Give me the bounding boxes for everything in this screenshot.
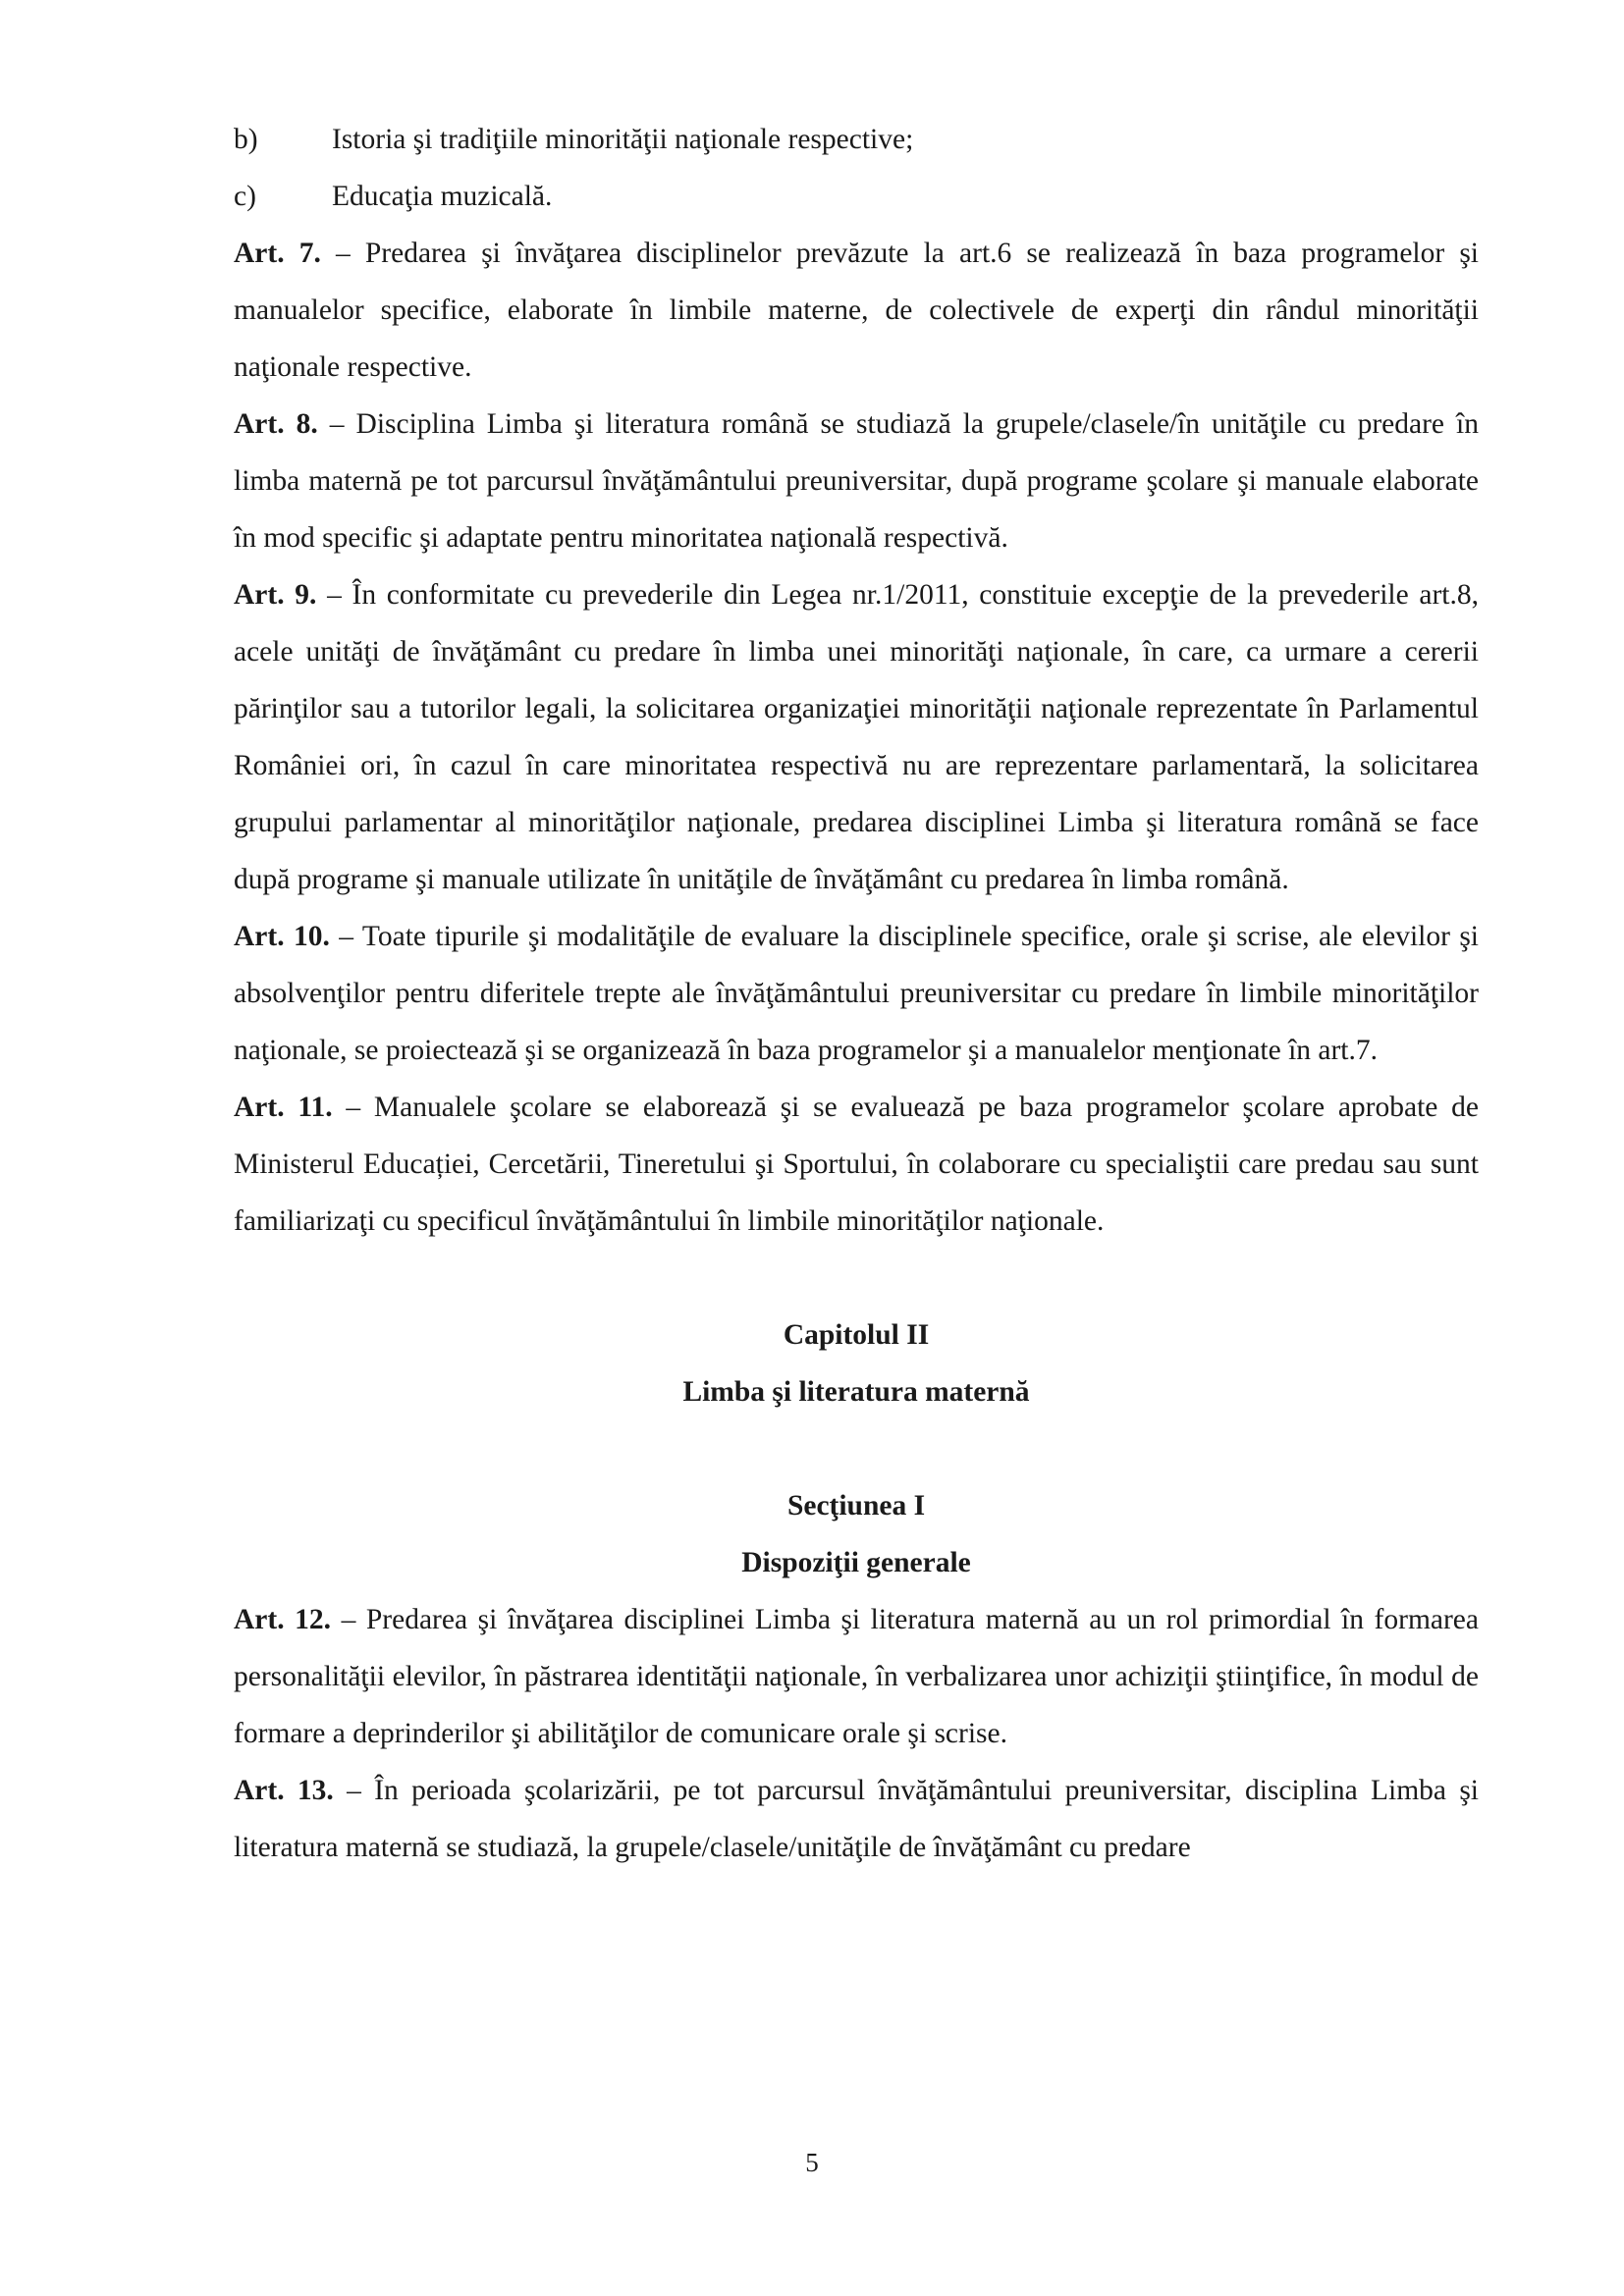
article-label: Art. 13. bbox=[234, 1775, 334, 1806]
article-text: – Disciplina Limba şi literatura română se studiază la grupele/clasele/în unităţile cu predare în limba maternă pe tot parcursul învăţământului preuniversitar, după programe şcolare şi manuale elaborate în mod specific şi adaptate pentru minoritatea naţională respectivă. bbox=[234, 408, 1479, 554]
article-label: Art. 7. bbox=[234, 238, 321, 269]
article-label: Art. 10. bbox=[234, 921, 330, 952]
article-text: – Manualele şcolare se elaborează şi se evaluează pe baza programelor şcolare aprobate de Ministerul Educației, Cercetării, Tineretului şi Sportului, în colaborare cu specialiştii care predau sau sunt familiarizaţi cu specificul învăţământului în limbile minorităţilor naţionale. bbox=[234, 1092, 1479, 1237]
article-label: Art. 11. bbox=[234, 1092, 333, 1123]
article-label: Art. 12. bbox=[234, 1604, 332, 1635]
page-number: 5 bbox=[805, 2148, 819, 2177]
spacer bbox=[234, 1250, 1479, 1307]
article-label: Art. 8. bbox=[234, 408, 318, 440]
list-marker: c) bbox=[234, 181, 256, 212]
list-item-text: Istoria şi tradiţiile minorităţii naţionale respective; bbox=[332, 124, 914, 155]
article-text: – Toate tipurile şi modalităţile de evaluare la disciplinele specifice, orale şi scrise, ale elevilor şi absolvenţilor pentru diferitele trepte ale învăţământului preuniversitar cu predare în limbile minorităţilor naţionale, se proiectează şi se organizează în baza programelor şi a manualelor menţionate în art.7. bbox=[234, 921, 1479, 1066]
list-item-text: Educaţia muzicală. bbox=[332, 181, 553, 212]
spacer bbox=[234, 1420, 1479, 1477]
list-marker: b) bbox=[234, 124, 258, 155]
article-text: – În perioada şcolarizării, pe tot parcursul învăţământului preuniversitar, disciplina Limba şi literatura maternă se studiază, la grupele/clasele/unităţile de învăţământ cu predare bbox=[234, 1775, 1479, 1863]
chapter-subtitle: Limba şi literatura maternă bbox=[682, 1376, 1030, 1408]
article-7 bbox=[234, 225, 1479, 396]
article-8 bbox=[234, 396, 1479, 566]
article-label: Art. 9. bbox=[234, 579, 317, 611]
article-text: – Predarea şi învăţarea disciplinelor prevăzute la art.6 se realizează în baza programelor şi manualelor specifice, elaborate în limbile materne, de colectivele de experţi din rândul minorităţii naţionale respective. bbox=[234, 238, 1479, 383]
list-item bbox=[234, 111, 1479, 168]
article-13 bbox=[234, 1762, 1479, 1876]
section-title: Secţiunea I bbox=[786, 1490, 926, 1522]
article-text: – În conformitate cu prevederile din Legea nr.1/2011, constituie excepţie de la prevederile art.8, acele unităţi de învăţământ cu predare în limba unei minorităţi naţionale, în care, ca urmare a cererii părinţilor sau a tutorilor legali, la solicitarea organizaţiei minorităţii naţionale reprezentate în Parlamentul României ori, în cazul în care minoritatea respectivă nu are reprezentare parlamentară, la solicitarea grupului parlamentar al minorităţilor naţionale, predarea disciplinei Limba şi literatura română se face după programe şi manuale utilizate în unităţile de învăţământ cu predarea în limba română. bbox=[234, 579, 1479, 895]
article-9 bbox=[234, 566, 1479, 908]
section-subtitle: Dispoziţii generale bbox=[741, 1547, 971, 1578]
document-page bbox=[234, 111, 1479, 1876]
article-text: – Predarea şi învăţarea disciplinei Limba şi literatura maternă au un rol primordial în formarea personalităţii elevilor, în păstrarea identităţii naţionale, în verbalizarea unor achiziţii ştiinţifice, în modul de formare a deprinderilor şi abilităţilor de comunicare orale şi scrise. bbox=[234, 1604, 1479, 1749]
list-item bbox=[234, 168, 1479, 225]
chapter-title: Capitolul II bbox=[783, 1319, 930, 1351]
article-11 bbox=[234, 1079, 1479, 1250]
article-10 bbox=[234, 908, 1479, 1079]
article-12 bbox=[234, 1591, 1479, 1762]
